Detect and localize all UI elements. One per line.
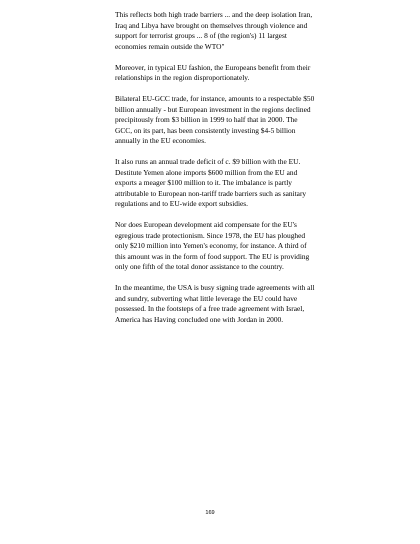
paragraph-trade-deficit: It also runs an annual trade deficit of c. $9 billion with the EU. Destitute Yemen alone imports $600 million from the EU and exports a meager $100 million to it. The imbalance is partly attributable to European non-tariff trade barriers such as sanitary regulations and to EU-wide export subsidies. [115, 157, 307, 208]
page-number: 169 [205, 510, 215, 516]
paragraph-eu-fashion: Moreover, in typical EU fashion, the Europeans benefit from their relationships in the region disproportionately. [115, 62, 311, 82]
paragraph-development-aid: Nor does European development aid compensate for the EU's egregious trade protectionism. Since 1978, the EU has ploughed only $210 million into Yemen's economy, for instance. A third of this amount was in the form of food support. The EU is providing only one fifth of the total donor assistance to the country. [115, 220, 310, 271]
paragraph-usa-agreements: In the meantime, the USA is busy signing trade agreements with all and sundry, subverting what little leverage the EU could have possessed. In the footsteps of a free trade agreement with Israel, America has Having concluded one with Jordan in 2000. [115, 283, 315, 324]
paragraph-trade-barriers: This reflects both high trade barriers ... and the deep isolation Iran, Iraq and Libya have brought on themselves through violence and support for terrorist groups ... 8 of (the region's) 11 largest economies remain outside the WTO" [115, 10, 313, 51]
body-text [115, 10, 315, 336]
paragraph-eu-gcc-trade: Bilateral EU-GCC trade, for instance, amounts to a respectable $50 billion annually - but European investment in the regions declined precipitously from $3 billion in 1999 to half that in 2000. The GCC, on its part, has been consistently investing $4-5 billion annually in the EU economies. [115, 94, 315, 145]
